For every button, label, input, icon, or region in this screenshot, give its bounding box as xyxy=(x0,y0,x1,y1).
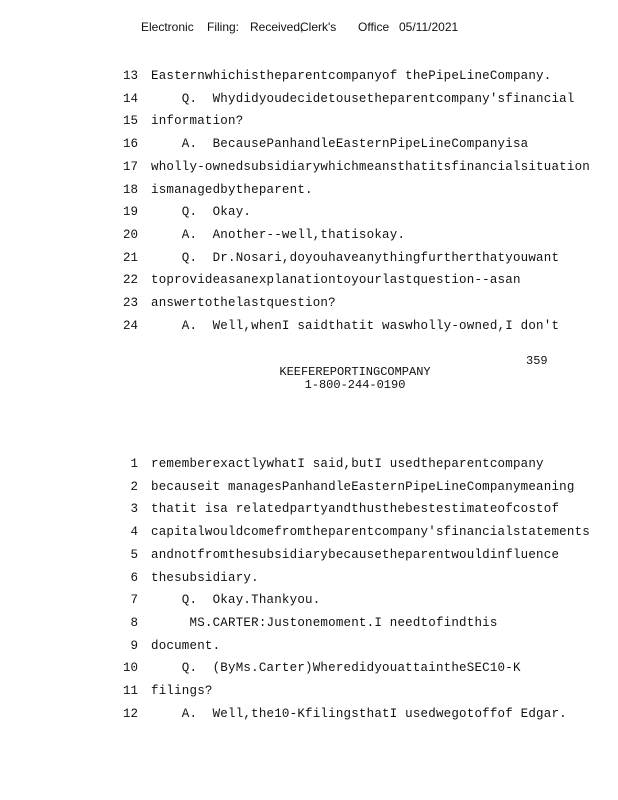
transcript-line xyxy=(0,658,618,678)
footer-phone: 1-800-244-0190 xyxy=(304,378,406,392)
line-text: ismanagedbytheparent. xyxy=(151,182,313,197)
header-clerks: Clerk's xyxy=(300,20,337,34)
line-text: Q. Dr.Nosari,doyouhaveanythingfurtherthatyouwant xyxy=(151,250,560,265)
line-number: 20 xyxy=(122,227,138,242)
transcript-line xyxy=(0,704,618,724)
header-date: 05/11/2021 xyxy=(399,20,459,34)
line-number: 17 xyxy=(122,159,138,174)
line-number: 19 xyxy=(122,205,138,220)
transcript-line xyxy=(0,613,618,633)
line-number: 4 xyxy=(130,525,138,540)
line-number: 16 xyxy=(122,137,138,152)
line-number: 22 xyxy=(122,273,138,288)
line-text: Q. (ByMs.Carter)WheredidyouattaintheSEC10-K xyxy=(151,661,521,676)
transcript-line xyxy=(0,477,618,497)
transcript-line xyxy=(0,681,618,701)
line-number: 11 xyxy=(122,684,138,698)
transcript-line xyxy=(0,157,618,177)
transcript-line xyxy=(0,270,618,290)
header-office: Office xyxy=(358,20,390,34)
line-number: 14 xyxy=(122,91,138,106)
line-number: 21 xyxy=(122,250,138,265)
transcript-line xyxy=(0,248,618,268)
header-filing: Filing: xyxy=(207,20,240,34)
transcript-line xyxy=(0,180,618,200)
line-text: Q. Whydidyoudecidetousetheparentcompany'sfinancial xyxy=(151,91,575,106)
transcript-line xyxy=(0,499,618,519)
transcript-line xyxy=(0,66,618,86)
filing-header xyxy=(0,20,618,38)
line-text: thesubsidiary. xyxy=(151,570,259,585)
line-number: 23 xyxy=(122,296,138,310)
transcript-line xyxy=(0,293,618,313)
transcript-line xyxy=(0,316,618,336)
line-text: capitalwouldcomefromtheparentcompany'sfinancialstatements xyxy=(151,525,590,540)
footer-company: KEEFEREPORTINGCOMPANY xyxy=(279,365,431,379)
line-text: thatit isa relatedpartyandthusthebestestimateofcostof xyxy=(151,502,560,517)
transcript-line xyxy=(0,202,618,222)
line-number: 1 xyxy=(130,457,138,471)
line-text: A. BecausePanhandleEasternPipeLineCompanyisa xyxy=(151,137,529,152)
line-number: 15 xyxy=(122,114,138,129)
transcript-line xyxy=(0,568,618,588)
transcript-line xyxy=(0,111,618,131)
line-text: A. Well,the10-KfilingsthatI usedwegotoffof Edgar. xyxy=(151,706,567,721)
line-text: andnotfromthesubsidiarybecausetheparentwouldinfluence xyxy=(151,547,560,562)
line-number: 13 xyxy=(122,69,138,83)
line-number: 6 xyxy=(130,570,138,585)
line-text: filings? xyxy=(151,684,213,698)
transcript-line xyxy=(0,134,618,154)
line-number: 8 xyxy=(130,615,138,630)
line-text: A. Another--well,thatisokay. xyxy=(151,227,406,242)
line-text: rememberexactlywhatI said,butI usedtheparentcompany xyxy=(151,457,544,471)
line-number: 12 xyxy=(122,706,138,721)
transcript-line xyxy=(0,89,618,109)
page-number: 359 xyxy=(526,354,548,368)
transcript-line xyxy=(0,636,618,656)
transcript-line xyxy=(0,590,618,610)
header-electronic: Electronic xyxy=(141,20,194,34)
line-text: Q. Okay. xyxy=(151,205,252,220)
line-text: Q. Okay.Thankyou. xyxy=(151,593,321,608)
line-text: wholly-ownedsubsidiarywhichmeansthatitsfinancialsituation xyxy=(151,159,590,174)
line-text: becauseit managesPanhandleEasternPipeLineCompanymeaning xyxy=(151,479,575,494)
line-text: Easternwhichistheparentcompanyof thePipeLineCompany. xyxy=(151,69,552,83)
line-text: answertothelastquestion? xyxy=(151,296,336,310)
line-number: 18 xyxy=(122,182,138,197)
line-number: 7 xyxy=(130,593,138,608)
line-number: 9 xyxy=(130,638,138,653)
transcript-line xyxy=(0,522,618,542)
line-text: MS.CARTER:Justonemoment.I needtofindthis xyxy=(151,615,498,630)
transcript-line xyxy=(0,545,618,565)
transcript-line xyxy=(0,454,618,474)
line-text: toprovideasanexplanationtoyourlastquestion--asan xyxy=(151,273,521,288)
line-number: 2 xyxy=(130,479,138,494)
line-text: document. xyxy=(151,638,221,653)
line-number: 5 xyxy=(130,547,138,562)
transcript-line xyxy=(0,225,618,245)
line-text: information? xyxy=(151,114,244,129)
header-received: Received, xyxy=(250,20,304,34)
line-number: 10 xyxy=(122,661,138,676)
line-text: A. Well,whenI saidthatit waswholly-owned,I don't xyxy=(151,318,560,333)
line-number: 24 xyxy=(122,318,138,333)
line-number: 3 xyxy=(130,502,138,517)
